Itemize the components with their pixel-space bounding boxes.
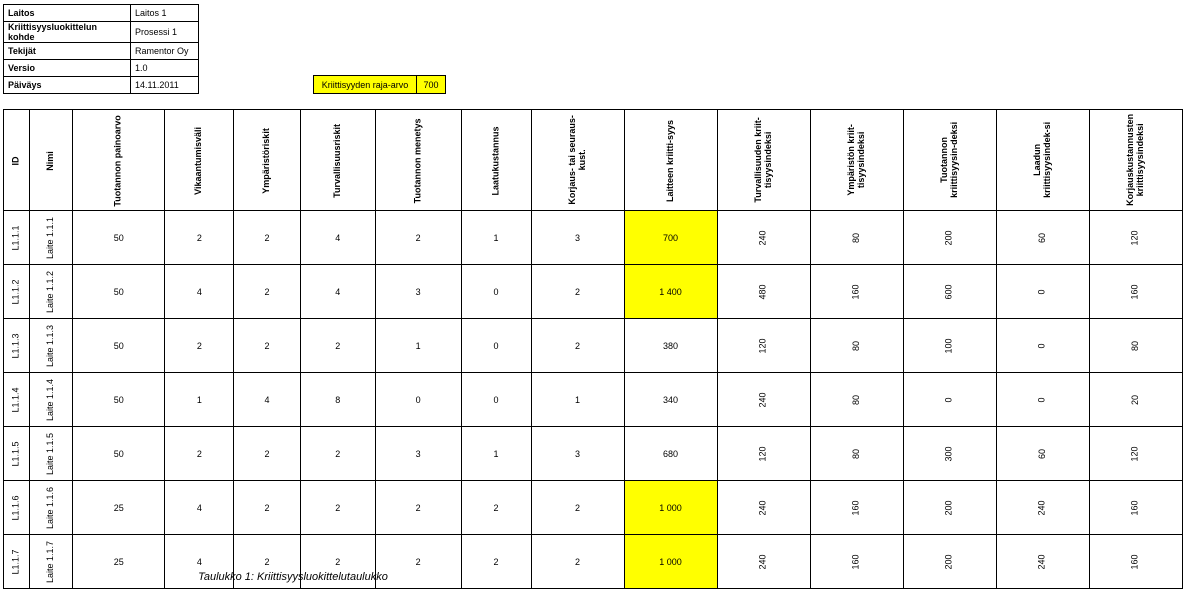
table-cell: 50 <box>73 373 165 427</box>
column-header-label: Laatukustannus <box>490 125 501 195</box>
column-header <box>624 110 717 211</box>
table-cell <box>30 211 73 265</box>
column-header <box>73 110 165 211</box>
cell-text: Laite 1.1.2 <box>45 270 56 314</box>
table-cell: 25 <box>73 481 165 535</box>
column-header-label: Nimi <box>45 150 56 171</box>
column-header-label: Turvallisuuden kriit-tisyysindeksi <box>752 117 773 203</box>
column-header-label: Laitteen kriitti-syys <box>664 119 675 202</box>
table-cell: 1 <box>375 319 461 373</box>
cell-text: 120 <box>757 446 768 462</box>
cell-text: 80 <box>850 448 861 459</box>
threshold-label: Kriittisyyden raja-arvo <box>314 76 417 93</box>
table-cell: 2 <box>300 427 375 481</box>
table-row <box>4 481 1183 535</box>
cell-text: 0 <box>1036 343 1047 349</box>
table-cell <box>903 481 996 535</box>
table-cell <box>1089 265 1182 319</box>
table-cell <box>717 211 810 265</box>
table-cell: 2 <box>531 481 624 535</box>
table-cell <box>810 211 903 265</box>
table-cell: 2 <box>461 535 531 589</box>
info-row <box>4 5 199 22</box>
table-cell: 380 <box>624 319 717 373</box>
table-cell <box>4 481 30 535</box>
cell-text: 80 <box>850 232 861 243</box>
cell-text: Laite 1.1.5 <box>45 432 56 476</box>
info-label: Kriittisyysluokittelun kohde <box>4 22 131 43</box>
cell-text: 600 <box>943 284 954 300</box>
cell-text: 160 <box>1129 500 1140 516</box>
table-cell: 340 <box>624 373 717 427</box>
column-header <box>531 110 624 211</box>
table-cell: 3 <box>531 211 624 265</box>
table-cell: 4 <box>165 481 234 535</box>
column-header-label: Vikaantumisväli <box>193 126 204 195</box>
table-row <box>4 265 1183 319</box>
column-header <box>300 110 375 211</box>
column-header <box>165 110 234 211</box>
cell-text: 0 <box>943 397 954 403</box>
cell-text: 100 <box>943 338 954 354</box>
table-cell <box>1089 427 1182 481</box>
column-header-label: Laadun kriittisyysindek-si <box>1031 121 1052 199</box>
column-header <box>903 110 996 211</box>
info-value: 14.11.2011 <box>131 77 199 94</box>
cell-text: L1.1.7 <box>10 549 21 575</box>
table-cell: 2 <box>165 211 234 265</box>
table-cell <box>30 373 73 427</box>
table-cell <box>903 427 996 481</box>
table-cell: 50 <box>73 211 165 265</box>
threshold-box <box>313 75 446 94</box>
table-cell <box>4 427 30 481</box>
cell-text: L1.1.3 <box>10 333 21 359</box>
column-header-label: Tuotannon menetys <box>412 118 423 203</box>
cell-text: 240 <box>757 554 768 570</box>
cell-text: L1.1.1 <box>10 225 21 251</box>
table-cell: 50 <box>73 427 165 481</box>
table-cell: 1 <box>531 373 624 427</box>
table-cell <box>717 481 810 535</box>
cell-text: 120 <box>1129 446 1140 462</box>
table-cell <box>717 427 810 481</box>
info-label: Päiväys <box>4 77 131 94</box>
table-caption: Taulukko 1: Kriittisyysluokittelutaulukko <box>198 571 388 583</box>
column-header-label: Tuotannon kriittisyysin-deksi <box>938 121 959 199</box>
column-header <box>996 110 1089 211</box>
table-cell: 2 <box>375 535 461 589</box>
cell-text: Laite 1.1.3 <box>45 324 56 368</box>
column-header <box>234 110 301 211</box>
table-cell: 2 <box>375 211 461 265</box>
cell-text: 0 <box>1036 289 1047 295</box>
table-cell: 8 <box>300 373 375 427</box>
table-cell <box>30 319 73 373</box>
cell-text: Laite 1.1.1 <box>45 216 56 260</box>
table-row <box>4 373 1183 427</box>
table-cell: 3 <box>531 427 624 481</box>
table-cell: 700 <box>624 211 717 265</box>
column-header-label: Turvallisuusriskit <box>331 123 342 198</box>
table-row <box>4 427 1183 481</box>
table-cell <box>30 427 73 481</box>
table-cell <box>4 319 30 373</box>
table-cell <box>996 427 1089 481</box>
table-cell: 1 <box>461 427 531 481</box>
column-header <box>30 110 73 211</box>
cell-text: 240 <box>757 392 768 408</box>
cell-text: 80 <box>850 394 861 405</box>
cell-text: 480 <box>757 284 768 300</box>
cell-text: L1.1.6 <box>10 495 21 521</box>
table-cell: 2 <box>234 211 301 265</box>
table-cell <box>996 535 1089 589</box>
cell-text: 240 <box>1036 500 1047 516</box>
table-cell: 1 <box>165 373 234 427</box>
table-cell <box>996 265 1089 319</box>
table-cell: 1 <box>461 211 531 265</box>
table-cell: 2 <box>234 535 301 589</box>
cell-text: 160 <box>850 284 861 300</box>
table-cell: 3 <box>375 265 461 319</box>
cell-text: L1.1.5 <box>10 441 21 467</box>
cell-text: 120 <box>1129 230 1140 246</box>
cell-text: 60 <box>1036 448 1047 459</box>
table-cell: 2 <box>300 535 375 589</box>
table-cell: 2 <box>165 319 234 373</box>
table-cell <box>1089 481 1182 535</box>
table-cell <box>996 373 1089 427</box>
table-cell: 0 <box>461 265 531 319</box>
table-cell: 2 <box>165 427 234 481</box>
table-cell <box>810 319 903 373</box>
criticality-table <box>3 109 1183 589</box>
info-row <box>4 77 199 94</box>
table-cell <box>4 373 30 427</box>
info-row <box>4 22 199 43</box>
table-row <box>4 319 1183 373</box>
cell-text: 60 <box>1036 232 1047 243</box>
table-cell: 2 <box>461 481 531 535</box>
column-header <box>461 110 531 211</box>
table-cell <box>903 211 996 265</box>
info-value: 1.0 <box>131 60 199 77</box>
cell-text: Laite 1.1.4 <box>45 378 56 422</box>
cell-text: 20 <box>1129 394 1140 405</box>
cell-text: 240 <box>1036 554 1047 570</box>
table-cell <box>717 535 810 589</box>
table-cell <box>996 211 1089 265</box>
table-cell <box>810 265 903 319</box>
column-header-label: Tuotannon painoarvo <box>112 114 123 207</box>
table-cell: 4 <box>234 373 301 427</box>
cell-text: 160 <box>1129 284 1140 300</box>
table-cell: 4 <box>300 211 375 265</box>
cell-text: 240 <box>757 500 768 516</box>
table-header-row <box>4 110 1183 211</box>
table-cell <box>903 535 996 589</box>
info-row <box>4 60 199 77</box>
table-cell: 2 <box>531 535 624 589</box>
table-cell <box>996 481 1089 535</box>
column-header <box>1089 110 1182 211</box>
table-cell <box>717 319 810 373</box>
table-cell <box>1089 319 1182 373</box>
table-cell: 0 <box>461 373 531 427</box>
cell-text: 200 <box>943 554 954 570</box>
table-cell: 2 <box>234 481 301 535</box>
column-header <box>810 110 903 211</box>
cell-text: 160 <box>850 554 861 570</box>
info-row <box>4 43 199 60</box>
column-header <box>717 110 810 211</box>
table-cell: 4 <box>165 535 234 589</box>
info-value: Prosessi 1 <box>131 22 199 43</box>
table-cell <box>1089 535 1182 589</box>
table-cell: 680 <box>624 427 717 481</box>
table-cell <box>30 481 73 535</box>
table-cell: 1 400 <box>624 265 717 319</box>
cell-text: 240 <box>757 230 768 246</box>
table-cell: 0 <box>375 373 461 427</box>
table-cell: 2 <box>234 319 301 373</box>
cell-text: 0 <box>1036 397 1047 403</box>
table-cell: 0 <box>461 319 531 373</box>
info-value: Laitos 1 <box>131 5 199 22</box>
cell-text: 160 <box>1129 554 1140 570</box>
table-cell: 2 <box>234 265 301 319</box>
column-header <box>4 110 30 211</box>
cell-text: Laite 1.1.6 <box>45 486 56 530</box>
info-value: Ramentor Oy <box>131 43 199 60</box>
table-cell <box>4 211 30 265</box>
table-cell <box>717 373 810 427</box>
table-cell: 2 <box>375 481 461 535</box>
cell-text: 200 <box>943 230 954 246</box>
table-cell: 1 000 <box>624 535 717 589</box>
cell-text: 80 <box>1129 340 1140 351</box>
table-cell: 50 <box>73 265 165 319</box>
table-cell: 1 000 <box>624 481 717 535</box>
table-cell: 2 <box>300 319 375 373</box>
table-cell: 2 <box>531 265 624 319</box>
info-label: Versio <box>4 60 131 77</box>
table-cell <box>903 265 996 319</box>
column-header-label: ID <box>10 155 21 165</box>
cell-text: 80 <box>850 340 861 351</box>
threshold-value: 700 <box>423 79 439 90</box>
table-cell <box>1089 211 1182 265</box>
table-cell: 2 <box>300 481 375 535</box>
cell-text: 120 <box>757 338 768 354</box>
column-header-label: Ympäristöriskit <box>261 127 272 194</box>
table-cell: 2 <box>531 319 624 373</box>
table-cell <box>4 265 30 319</box>
table-cell <box>810 481 903 535</box>
table-cell: 3 <box>375 427 461 481</box>
table-cell: 2 <box>234 427 301 481</box>
column-header-label: Korjaus- tai seuraus-kust. <box>566 115 587 205</box>
table-cell: 50 <box>73 319 165 373</box>
table-cell: 25 <box>73 535 165 589</box>
table-cell <box>903 319 996 373</box>
cell-text: L1.1.4 <box>10 387 21 413</box>
document-info-table <box>3 4 199 94</box>
column-header-label: Ympäristön kriit-tisyysindeksi <box>845 124 866 196</box>
column-header-label: Korjauskustannusten kriittisyysindeksi <box>1124 113 1145 206</box>
table-cell <box>1089 373 1182 427</box>
cell-text: 160 <box>850 500 861 516</box>
cell-text: 300 <box>943 446 954 462</box>
table-cell <box>810 373 903 427</box>
table-cell <box>996 319 1089 373</box>
cell-text: 200 <box>943 500 954 516</box>
table-cell: 4 <box>165 265 234 319</box>
table-cell <box>903 373 996 427</box>
table-row <box>4 211 1183 265</box>
table-cell <box>717 265 810 319</box>
cell-text: L1.1.2 <box>10 279 21 305</box>
table-cell <box>30 265 73 319</box>
cell-text: Laite 1.1.7 <box>45 540 56 584</box>
info-label: Laitos <box>4 5 131 22</box>
table-cell <box>810 427 903 481</box>
column-header <box>375 110 461 211</box>
table-cell <box>810 535 903 589</box>
table-cell: 4 <box>300 265 375 319</box>
info-label: Tekijät <box>4 43 131 60</box>
